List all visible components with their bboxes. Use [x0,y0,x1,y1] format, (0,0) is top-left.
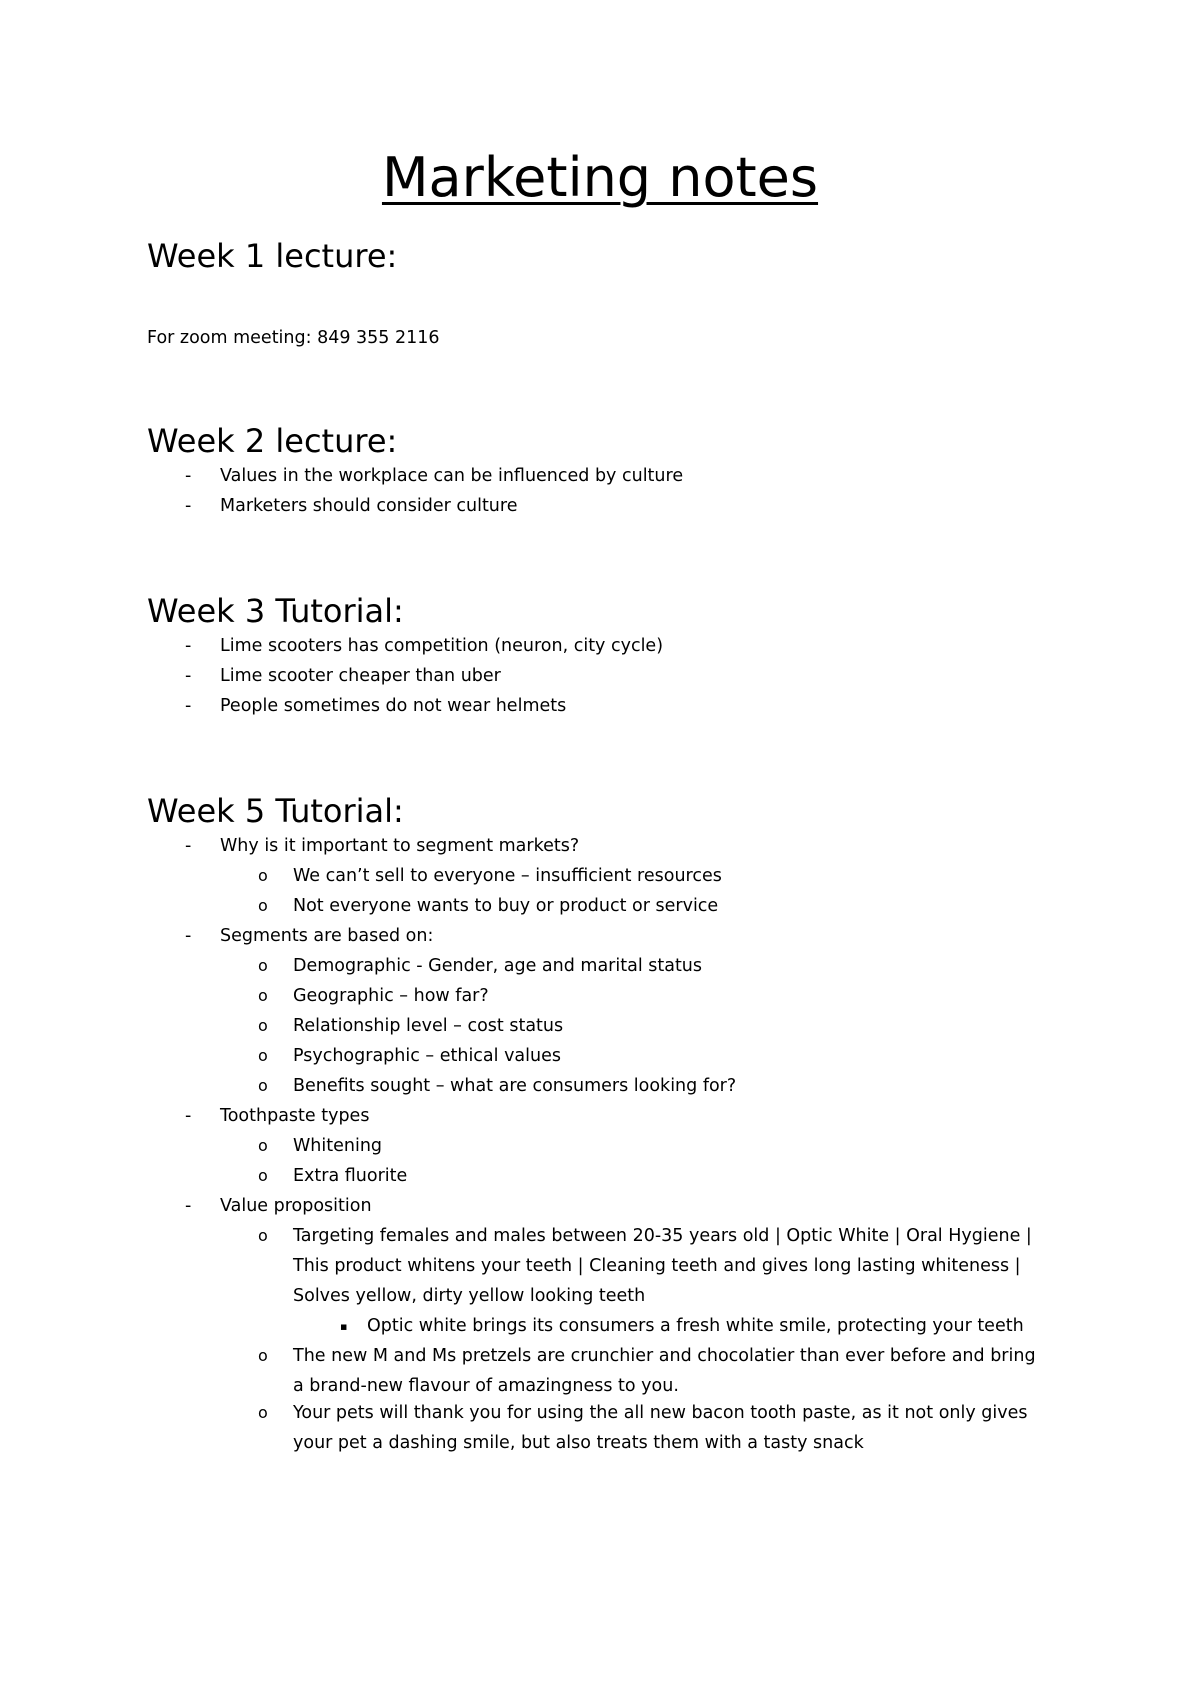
week1-heading: Week 1 lecture: [147,237,398,275]
circle-bullet: o [258,1346,268,1365]
week5-heading: Week 5 Tutorial: [147,792,404,830]
dash-bullet: - [185,636,192,656]
title-text: Marketing notes [381,146,819,209]
week5-subitem: Extra fluorite [293,1166,408,1186]
week3-item: Lime scooters has competition (neuron, city cycle) [220,636,664,656]
circle-bullet: o [258,1226,268,1245]
circle-bullet: o [258,896,268,915]
circle-bullet: o [258,956,268,975]
circle-bullet: o [258,1136,268,1155]
circle-bullet: o [258,866,268,885]
week5-subitem: We can’t sell to everyone – insufficient resources [293,866,722,886]
value-prop-line: The new M and Ms pretzels are crunchier and chocolatier than ever before and bring [293,1346,1036,1366]
circle-bullet: o [258,1403,268,1422]
dash-bullet: - [185,836,192,856]
week5-question: Toothpaste types [220,1106,370,1126]
square-bullet: ▪ [340,1320,348,1333]
value-prop-line: Your pets will thank you for using the all new bacon tooth paste, as it not only gives [293,1403,1028,1423]
week3-item: Lime scooter cheaper than uber [220,666,501,686]
circle-bullet: o [258,1046,268,1065]
week3-item: People sometimes do not wear helmets [220,696,567,716]
dash-bullet: - [185,926,192,946]
circle-bullet: o [258,1016,268,1035]
value-prop-subitem: Optic white brings its consumers a fresh white smile, protecting your teeth [367,1316,1024,1336]
circle-bullet: o [258,1166,268,1185]
document-title [0,146,1200,210]
value-prop-line: a brand-new flavour of amazingness to you. [293,1376,679,1396]
week5-question: Segments are based on: [220,926,434,946]
circle-bullet: o [258,1076,268,1095]
week5-subitem: Geographic – how far? [293,986,489,1006]
week5-subitem: Benefits sought – what are consumers looking for? [293,1076,737,1096]
week2-item: Marketers should consider culture [220,496,518,516]
value-prop-line: Solves yellow, dirty yellow looking teeth [293,1286,646,1306]
dash-bullet: - [185,1196,192,1216]
dash-bullet: - [185,666,192,686]
dash-bullet: - [185,696,192,716]
week5-subitem: Not everyone wants to buy or product or service [293,896,719,916]
week5-question: Why is it important to segment markets? [220,836,580,856]
value-prop-line: your pet a dashing smile, but also treats them with a tasty snack [293,1433,864,1453]
value-prop-line: Targeting females and males between 20-35 years old | Optic White | Oral Hygiene | [293,1226,1032,1246]
week3-heading: Week 3 Tutorial: [147,592,404,630]
week2-heading: Week 2 lecture: [147,422,398,460]
value-prop-line: This product whitens your teeth | Cleaning teeth and gives long lasting whiteness | [293,1256,1021,1276]
dash-bullet: - [185,496,192,516]
week2-item: Values in the workplace can be influenced by culture [220,466,684,486]
week5-subitem: Psychographic – ethical values [293,1046,561,1066]
zoom-meeting-line: For zoom meeting: 849 355 2116 [147,328,440,348]
week5-subitem: Relationship level – cost status [293,1016,564,1036]
dash-bullet: - [185,466,192,486]
week5-subitem: Demographic - Gender, age and marital status [293,956,703,976]
week5-subitem: Whitening [293,1136,383,1156]
circle-bullet: o [258,986,268,1005]
dash-bullet: - [185,1106,192,1126]
week5-question: Value proposition [220,1196,372,1216]
